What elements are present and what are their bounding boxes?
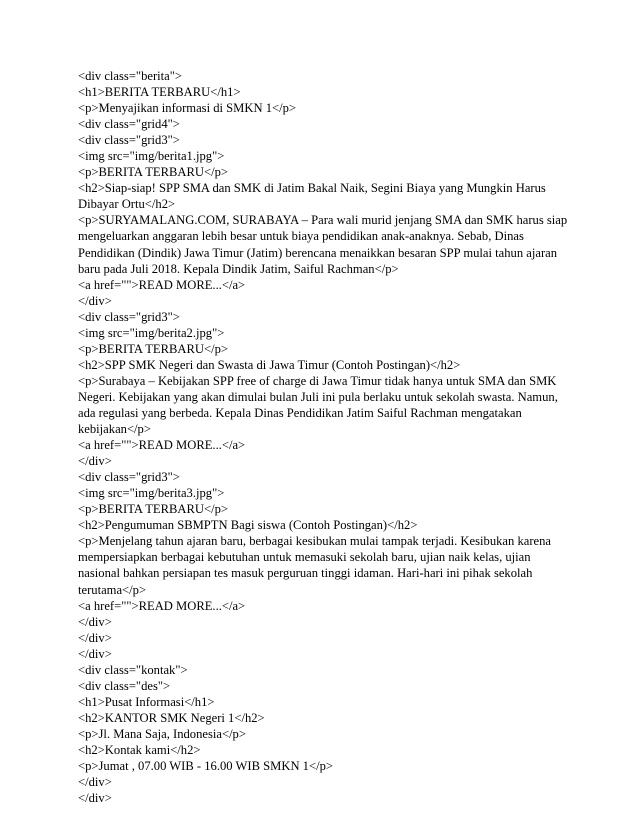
code-line: <p>Surabaya – Kebijakan SPP free of charge di Jawa Timur tidak hanya untuk SMA dan SMK Negeri. Kebijakan yang akan dimulai bulan Juli ini pula berlaku untuk sekolah swasta. Namun, ada regulasi yang berbeda. Kepala Dinas Pendidikan Jatim Saiful Rachman mengatakan kebijakan</p>: [78, 373, 558, 437]
code-line: </div>: [78, 614, 112, 629]
code-line: <h2>KANTOR SMK Negeri 1</h2>: [78, 710, 265, 725]
code-line: <p>Jumat , 07.00 WIB - 16.00 WIB SMKN 1</p>: [78, 759, 333, 774]
code-line: <h2>Kontak kami</h2>: [78, 742, 201, 757]
code-line: </div>: [78, 775, 112, 790]
code-line: </div>: [78, 454, 112, 469]
code-line: <h1>BERITA TERBARU</h1>: [78, 85, 241, 100]
code-line: </div>: [78, 791, 112, 806]
code-line: </div>: [78, 646, 112, 661]
code-line: </div>: [78, 630, 112, 645]
code-line: <a href="">READ MORE...</a>: [78, 598, 246, 613]
code-line: <div class="des">: [78, 678, 171, 693]
code-line: <a href="">READ MORE...</a>: [78, 277, 246, 292]
code-line: <p>SURYAMALANG.COM, SURABAYA – Para wali murid jenjang SMA dan SMK harus siap mengeluarkan anggaran lebih besar untuk biaya pendidikan anak-anaknya. Sebab, Dinas Pendidikan (Dindik) Jawa Timur (Jatim) berencana menaikkan besaran SPP mulai tahun ajaran baru pada Juli 2018. Kepala Dindik Jatim, Saiful Rachman</p>: [78, 213, 568, 276]
html-source-listing: [78, 68, 568, 806]
code-line: <div class="kontak">: [78, 662, 188, 677]
code-line: <img src="img/berita3.jpg">: [78, 486, 225, 501]
code-line: <img src="img/berita2.jpg">: [78, 325, 225, 340]
code-line: <p>Menyajikan informasi di SMKN 1</p>: [78, 101, 296, 116]
code-line: <h2>SPP SMK Negeri dan Swasta di Jawa Timur (Contoh Postingan)</h2>: [78, 357, 461, 372]
code-line: <a href="">READ MORE...</a>: [78, 438, 246, 453]
code-line: <img src="img/berita1.jpg">: [78, 149, 225, 164]
code-line: <div class="grid3">: [78, 470, 180, 485]
code-line: <div class="grid3">: [78, 133, 180, 148]
code-line: <p>BERITA TERBARU</p>: [78, 502, 228, 517]
code-line: <p>Jl. Mana Saja, Indonesia</p>: [78, 726, 246, 741]
code-line: <p>Menjelang tahun ajaran baru, berbagai kesibukan mulai tampak terjadi. Kesibukan karena mempersiapkan berbagai kebutuhan untuk memasuki sekolah baru, ujian naik kelas, ujian nasional bahkan persiapan tes masuk perguruan tinggi idaman. Hari-hari ini pihak sekolah terutama</p>: [78, 534, 552, 597]
code-line: <div class="berita">: [78, 69, 182, 83]
code-line: </div>: [78, 293, 112, 308]
code-line: <h2>Pengumuman SBMPTN Bagi siswa (Contoh Postingan)</h2>: [78, 518, 418, 533]
code-line: <h2>Siap-siap! SPP SMA dan SMK di Jatim Bakal Naik, Segini Biaya yang Mungkin Harus Dibayar Ortu</h2>: [78, 181, 546, 212]
code-line: <p>BERITA TERBARU</p>: [78, 341, 228, 356]
code-line: <p>BERITA TERBARU</p>: [78, 165, 228, 180]
code-line: <h1>Pusat Informasi</h1>: [78, 694, 215, 709]
code-line: <div class="grid3">: [78, 309, 180, 324]
code-line: <div class="grid4">: [78, 117, 180, 132]
